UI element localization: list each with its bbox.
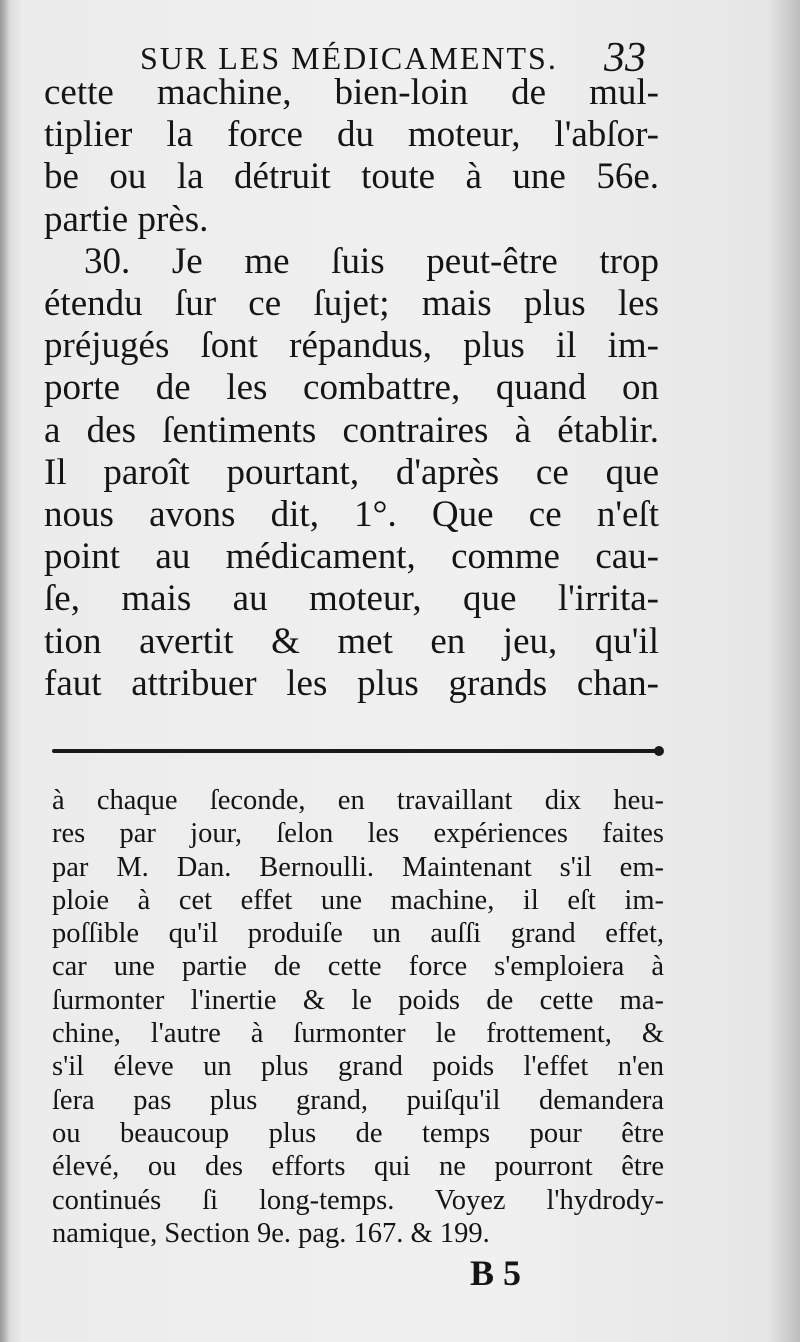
text-line: étendu ſur ce ſujet; mais plus les <box>44 283 659 325</box>
footnote-line: élevé, ou des efforts qui ne pourront être <box>52 1151 664 1183</box>
footnote-line: ou beaucoup plus de temps pour être <box>52 1117 664 1149</box>
text-line: point au médicament, comme cau- <box>44 536 659 578</box>
footnote-line: ploie à cet effet une machine, il eſt im- <box>52 884 664 916</box>
text-line: cette machine, bien-loin de mul- <box>44 72 659 113</box>
text-line: partie près. <box>44 198 209 240</box>
running-head-title: SUR LES MÉDICAMENTS. <box>140 40 558 76</box>
text-line: nous avons dit, 1°. Que ce n'eſt <box>44 494 659 536</box>
text-line: porte de les combattre, quand on <box>44 367 659 409</box>
footnote-line: ſurmonter l'inertie & le poids de cette ma- <box>52 984 664 1016</box>
text-line: tiplier la force du moteur, l'abſor- <box>44 114 659 156</box>
footnote-line: à chaque ſeconde, en travaillant dix heu- <box>52 785 664 816</box>
text-line: faut attribuer les plus grands chan- <box>44 662 659 704</box>
text-line: ſe, mais au moteur, que l'irrita- <box>44 578 659 620</box>
footnote-line: ſera pas plus grand, puiſqu'il demandera <box>52 1084 664 1116</box>
footnote-line: poſſible qu'il produiſe un auſſi grand effet, <box>52 918 664 950</box>
spine-shadow <box>0 0 10 1342</box>
text-line: tion avertit & met en jeu, qu'il <box>44 620 659 662</box>
footnote-line: res par jour, ſelon les expériences faites <box>52 818 664 850</box>
paragraph-start-line: 30. Je me ſuis peut-être trop <box>84 240 659 282</box>
footnote-line: continués ſi long-temps. Voyez l'hydrody- <box>52 1184 664 1216</box>
footnote-line: namique, Section 9e. pag. 167. & 199. <box>52 1217 490 1249</box>
text-line: Il paroît pourtant, d'après ce que <box>44 451 659 493</box>
footnote-separator-rule <box>52 749 660 753</box>
text-line: be ou la détruit toute à une 56e. <box>44 156 659 198</box>
signature-mark: B 5 <box>470 1253 522 1293</box>
text-line: a des ſentiments contraires à établir. <box>44 409 659 451</box>
footnote-line: chine, l'autre à ſurmonter le frottement, & <box>52 1018 664 1050</box>
footnote-text <box>52 784 664 1250</box>
footnote-line: car une partie de cette force s'emploiera à <box>52 951 664 983</box>
text-line: préjugés ſont répandus, plus il im- <box>44 325 659 367</box>
footnote-line: s'il éleve un plus grand poids l'effet n'en <box>52 1051 664 1083</box>
footnote-line: par M. Dan. Bernoulli. Maintenant s'il em- <box>52 851 664 883</box>
main-text <box>44 72 659 705</box>
page-number: 33 <box>604 35 646 81</box>
